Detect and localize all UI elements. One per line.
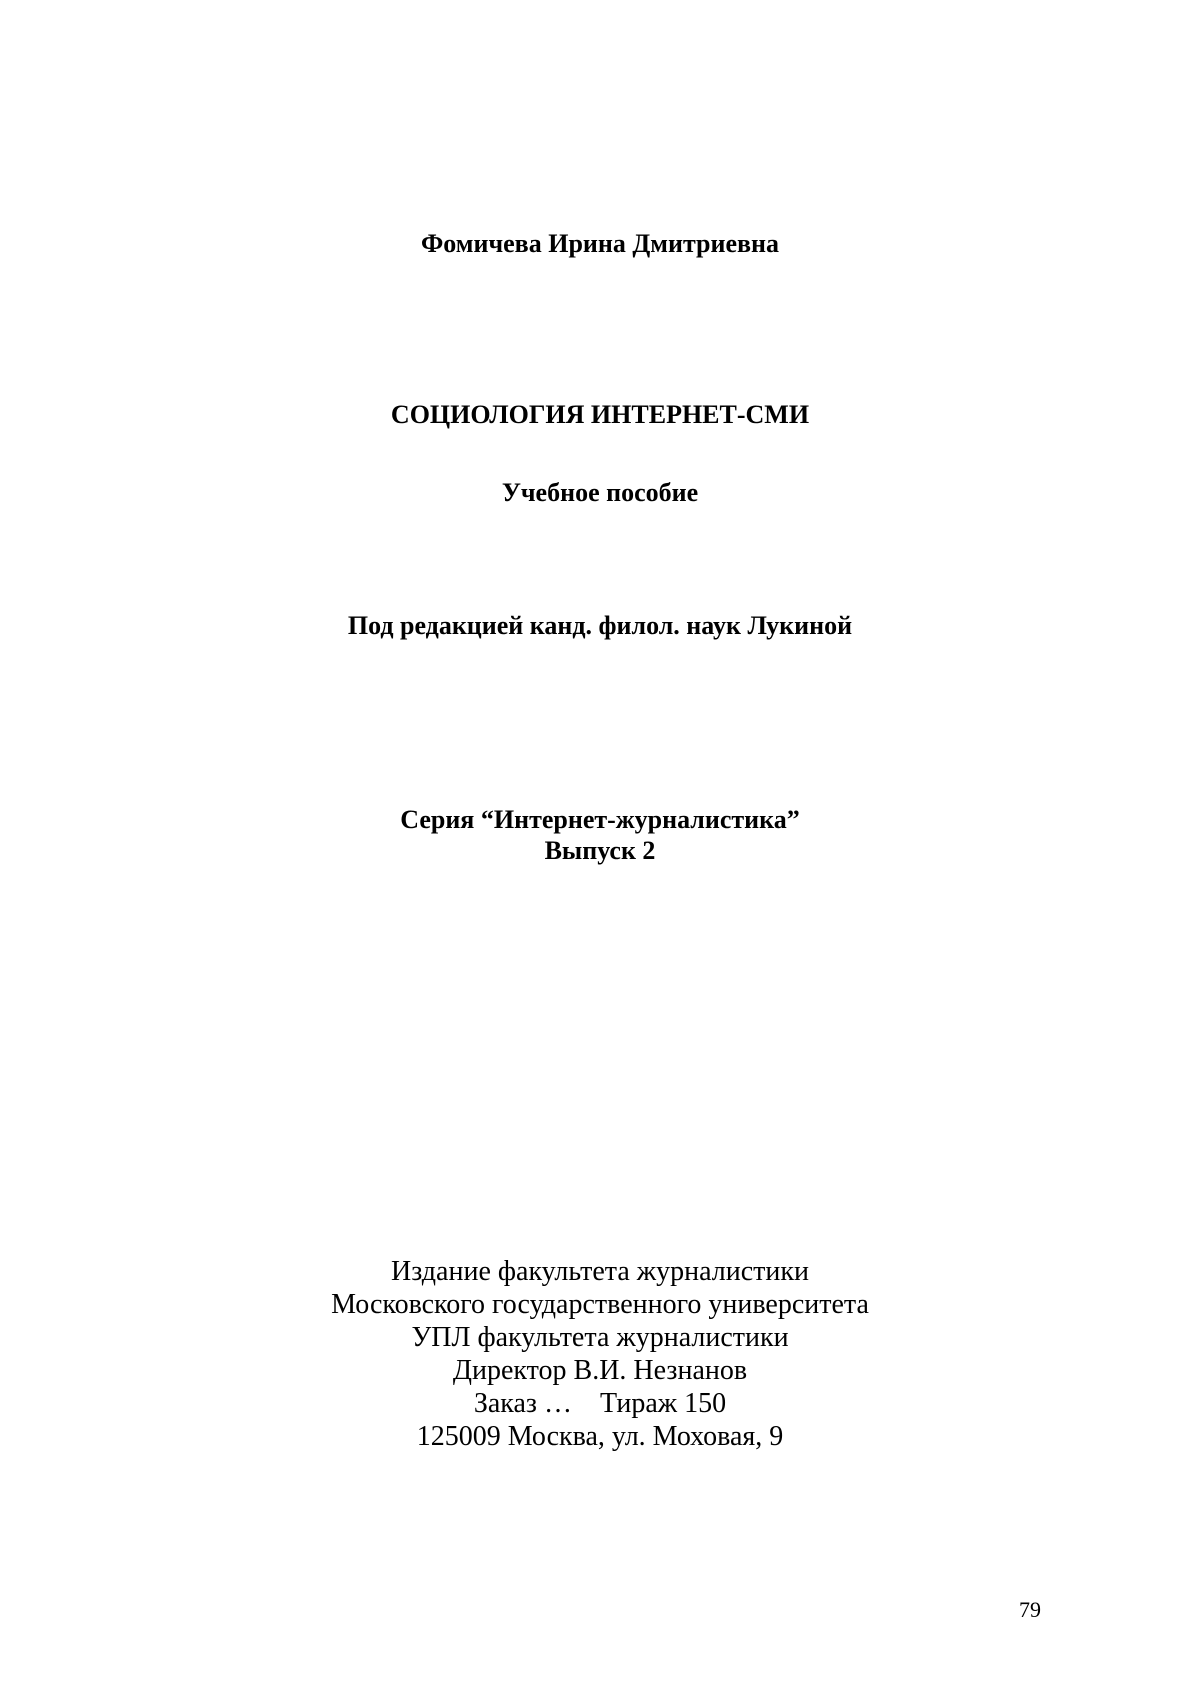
book-subtitle: Учебное пособие: [501, 478, 699, 507]
imprint-line-2: Московского государственного университета: [331, 1289, 869, 1320]
imprint-line-3: УПЛ факультета журналистики: [411, 1322, 789, 1353]
imprint-block: [0, 1255, 1200, 1453]
address-line: 125009 Москва, ул. Моховая, 9: [416, 1421, 784, 1452]
imprint-line-1: Издание факультета журналистики: [391, 1256, 809, 1287]
imprint-line-4: Директор В.И. Незнанов: [452, 1355, 748, 1386]
author-name: Фомичева Ирина Дмитриевна: [420, 229, 780, 258]
order-text: Заказ …: [473, 1388, 572, 1419]
issue-line: Выпуск 2: [544, 836, 656, 865]
book-title: СОЦИОЛОГИЯ ИНТЕРНЕТ-СМИ: [390, 400, 810, 429]
print-run-text: Тираж 150: [599, 1388, 727, 1419]
order-print-run-line: [0, 1387, 1200, 1420]
page-number: 79: [1019, 1597, 1041, 1622]
series-line: Серия “Интернет-журналистика”: [400, 805, 800, 834]
editor-line: Под редакцией канд. филол. наук Лукиной: [347, 611, 853, 640]
